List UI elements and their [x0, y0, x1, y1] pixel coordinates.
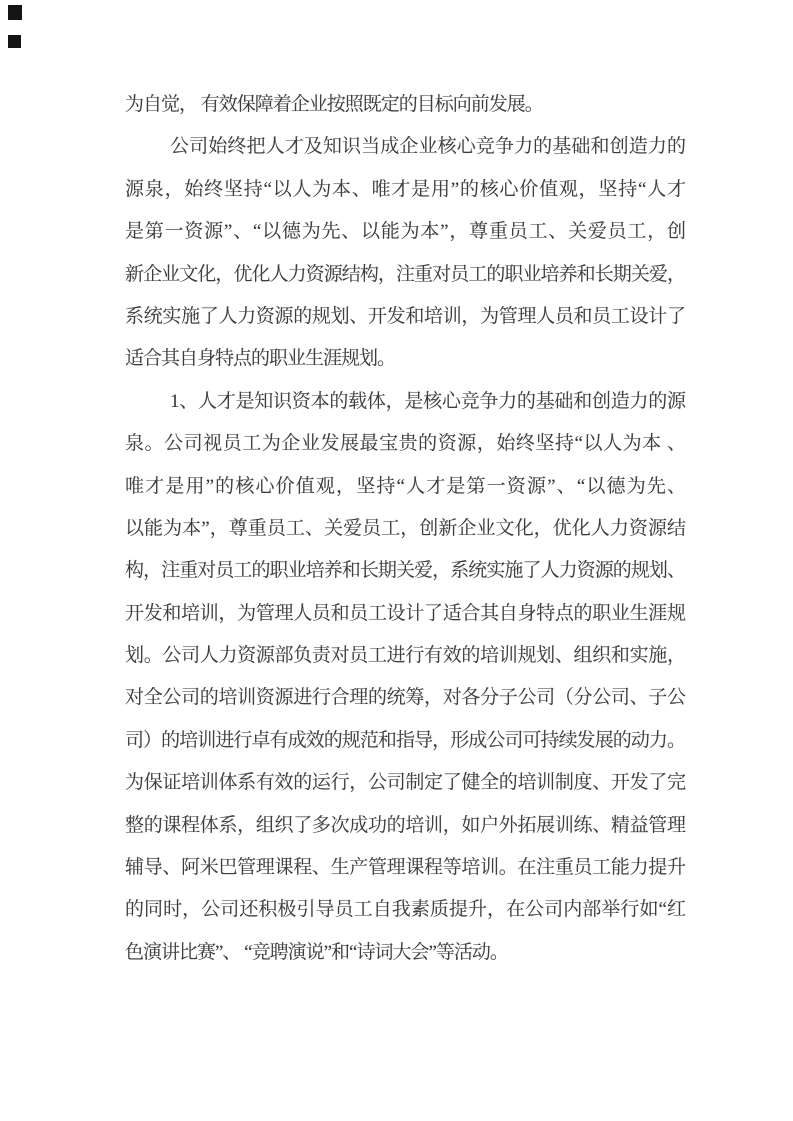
text-block	[125, 84, 685, 974]
text-line: 司）的培训进行卓有成效的规范和指导，形成公司可持续发展的动力。	[125, 729, 685, 751]
text-line: 新企业文化，优化人力资源结构，注重对员工的职业培养和长期关爱，	[125, 263, 685, 285]
text-line: 公司始终把人才及知识当成企业核心竞争力的基础和创造力的	[170, 136, 685, 158]
text-line: 是第一资源”、“以德为先、以能为本”，尊重员工、关爱员工，创	[125, 221, 685, 243]
text-line: 色演讲比赛”、 “竞聘演说”和“诗词大会”等活动。	[125, 941, 508, 963]
text-line: 源泉，始终坚持“以人为本、唯才是用”的核心价值观，坚持“人才	[125, 178, 685, 200]
scan-artifact-mark-1	[8, 5, 22, 20]
text-line: 系统实施了人力资源的规划、开发和培训，为管理人员和员工设计了	[125, 305, 685, 327]
scan-artifact-mark-2	[8, 35, 21, 48]
text-line: 唯才是用”的核心价值观，坚持“人才是第一资源”、“以德为先、	[125, 475, 685, 497]
text-line: 为保证培训体系有效的运行，公司制定了健全的培训制度、开发了完	[125, 772, 685, 794]
text-line: 泉。公司视员工为企业发展最宝贵的资源，始终坚持“以人为本 、	[125, 433, 685, 455]
text-line: 辅导、阿米巴管理课程、生产管理课程等培训。在注重员工能力提升	[125, 857, 685, 879]
text-line: 开发和培训，为管理人员和员工设计了适合其自身特点的职业生涯规	[125, 602, 685, 624]
text-line: 1、人才是知识资本的载体，是核心竞争力的基础和创造力的源	[170, 390, 685, 412]
text-line: 整的课程体系，组织了多次成功的培训，如户外拓展训练、精益管理	[125, 814, 685, 836]
text-line: 划。公司人力资源部负责对员工进行有效的培训规划、组织和实施，	[125, 645, 685, 667]
text-line: 构，注重对员工的职业培养和长期关爱，系统实施了人力资源的规划、	[125, 560, 685, 582]
text-line: 对全公司的培训资源进行合理的统筹，对各分子公司（分公司、子公	[125, 687, 685, 709]
text-line: 以能为本”，尊重员工、关爱员工，创新企业文化，优化人力资源结	[125, 517, 685, 539]
text-line: 为自觉， 有效保障着企业按照既定的目标向前发展。	[125, 94, 543, 115]
text-line: 的同时，公司还积极引导员工自我素质提升，在公司内部举行如“红	[125, 899, 685, 921]
text-line: 适合其自身特点的职业生涯规划。	[125, 348, 396, 370]
